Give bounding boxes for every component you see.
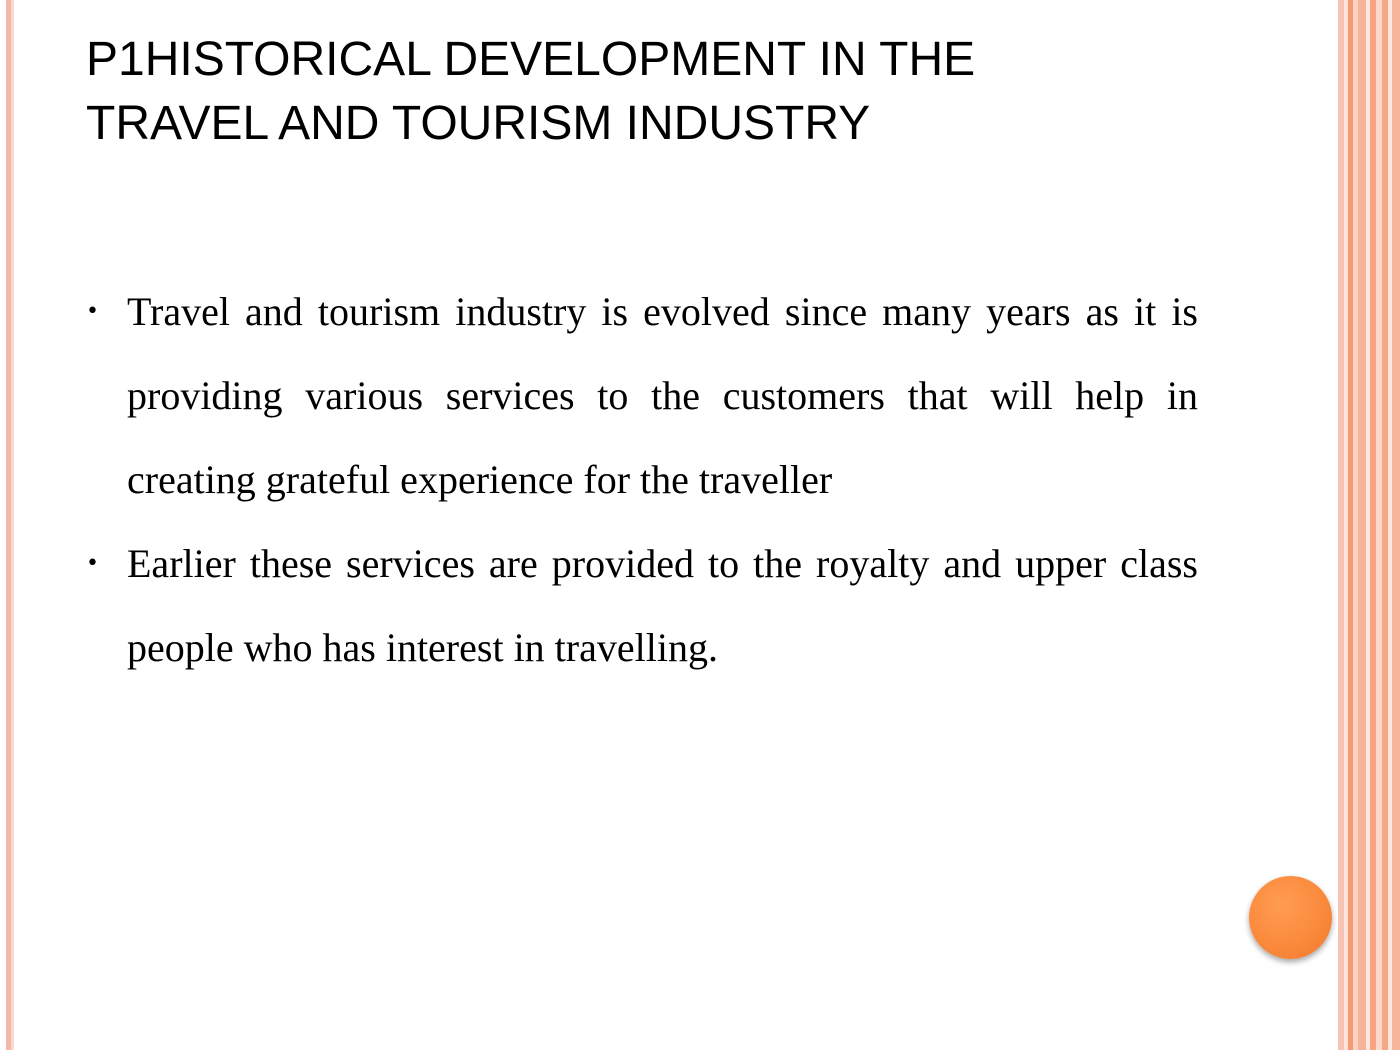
bullet-marker-icon: • (86, 299, 99, 324)
left-decorative-border (0, 0, 18, 1050)
bullet-text: Earlier these services are provided to the royalty and upper class people who has interest in travelling. (127, 541, 1198, 670)
slide-title-line-1: P1HISTORICAL DEVELOPMENT IN THE (86, 33, 976, 86)
right-decorative-stripes (1336, 0, 1400, 1050)
bullet-marker-icon: • (86, 551, 99, 576)
bullet-item (86, 270, 1198, 522)
slide-title (86, 28, 1236, 156)
bullet-item (86, 522, 1198, 690)
bullet-text: Travel and tourism industry is evolved since many years as it is providing various services to the customers that will help in creating grateful experience for the traveller (127, 289, 1198, 502)
bullet-list (86, 270, 1198, 690)
slide-title-line-2: TRAVEL AND TOURISM INDUSTRY (86, 97, 871, 150)
decorative-orange-orb (1249, 876, 1332, 959)
